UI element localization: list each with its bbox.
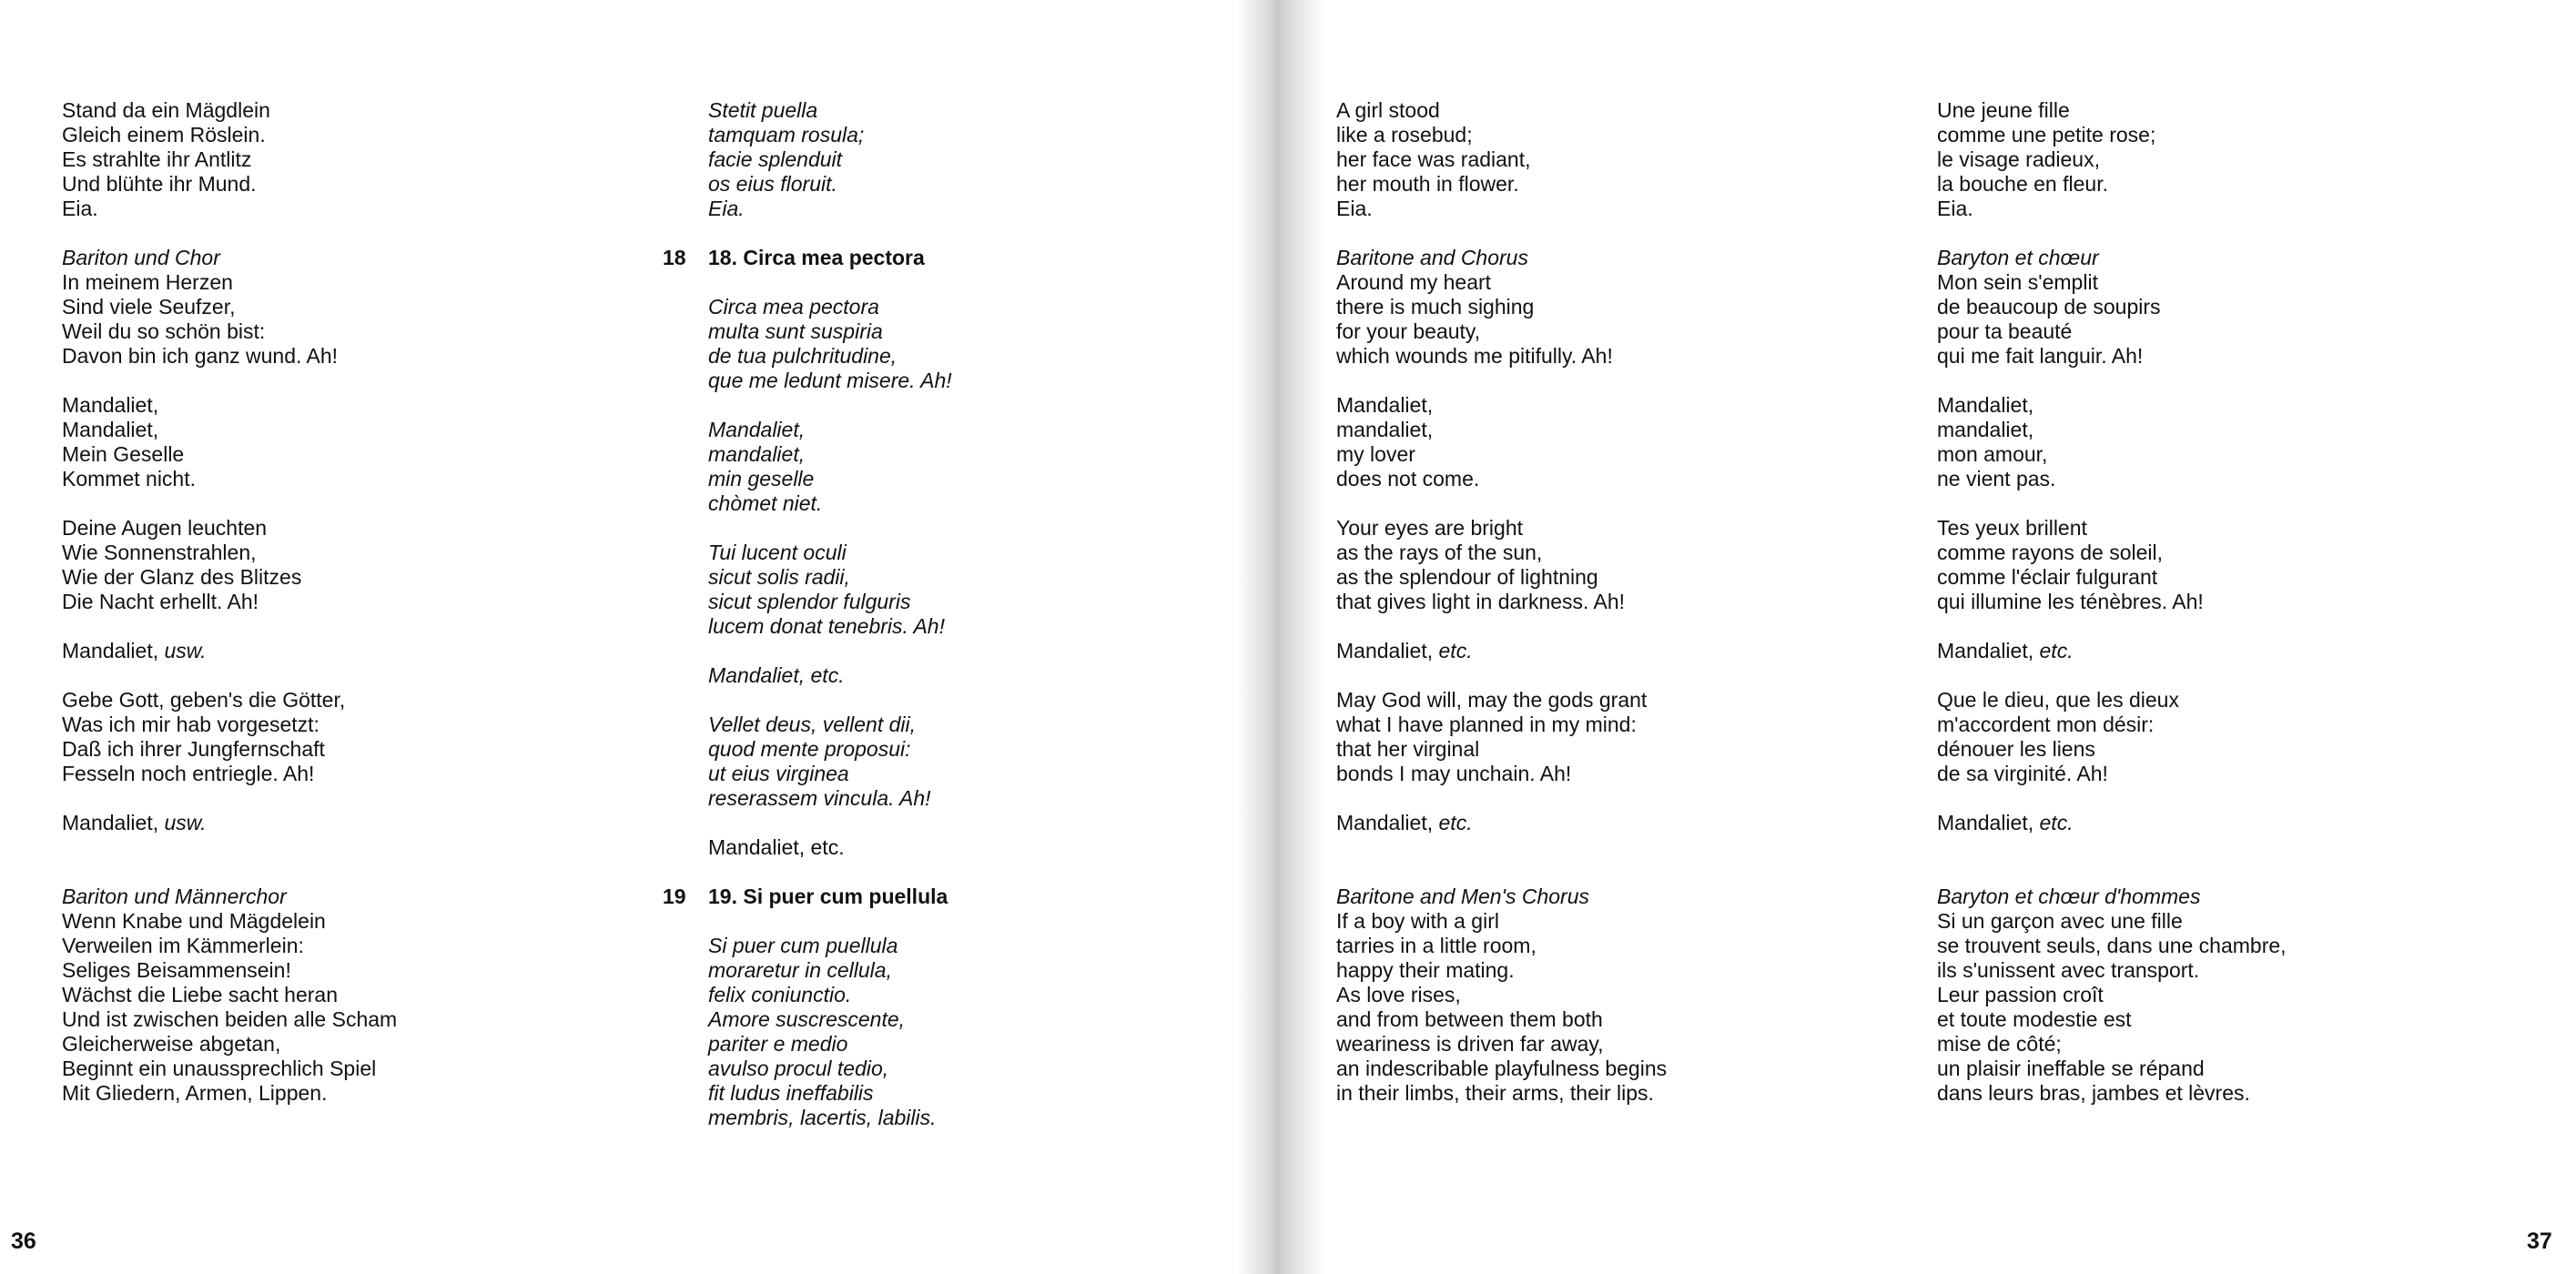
german-line: Eia.: [62, 197, 98, 220]
german-stanza-6: [62, 688, 608, 786]
latin-stanza-5-line: Vellet deus, vellent dii,: [708, 713, 917, 736]
french-stanza-5-line: Que le dieu, que les dieux: [1937, 688, 2179, 712]
latin-stanza-6-line: pariter e medio: [708, 1032, 848, 1056]
latin-refrain-1: Mandaliet, etc.: [708, 663, 845, 687]
german-line: Gleich einem Röslein.: [62, 123, 266, 147]
refrain-word: Mandaliet,: [62, 639, 165, 662]
german-line: Daß ich ihrer Jungfernschaft: [62, 737, 325, 761]
german-line: Gleicherweise abgetan,: [62, 1032, 281, 1056]
refrain-word: Mandaliet,: [1336, 811, 1439, 834]
refrain-etc: etc.: [2039, 639, 2074, 662]
english-stanza-3: [1336, 393, 1846, 491]
german-stanza-7: [62, 811, 608, 835]
english-stanza-1-line: her mouth in flower.: [1336, 172, 1519, 196]
latin-stanza-1-line: tamquam rosula;: [708, 123, 865, 147]
french-stanza-5-line: de sa virginité. Ah!: [1937, 762, 2108, 785]
french-voice-label-1: Baryton et chœur: [1937, 246, 2099, 269]
english-stanza-3-line: my lover: [1336, 442, 1415, 466]
english-stanza-6-lines-line: weariness is driven far away,: [1336, 1032, 1604, 1056]
english-stanza-6-lines-line: happy their mating.: [1336, 958, 1515, 982]
german-line: Es strahlte ihr Antlitz: [62, 147, 252, 171]
german-line: Gebe Gott, geben's die Götter,: [62, 688, 346, 712]
german-stanza-8: [62, 885, 608, 1106]
english-stanza-5-line: May God will, may the gods grant: [1336, 688, 1648, 712]
english-stanza-6: [1336, 885, 1846, 1106]
refrain-usw: usw.: [164, 639, 207, 662]
german-voice-label: Bariton und Chor: [62, 246, 220, 269]
page-number-left: 36: [11, 1228, 36, 1254]
french-stanza-6-lines-line: dans leurs bras, jambes et lèvres.: [1937, 1081, 2250, 1105]
english-stanza-5-line: that her virginal: [1336, 737, 1480, 761]
english-text-column: [1336, 98, 1846, 1130]
latin-refrain-2: Mandaliet, etc.: [708, 835, 845, 859]
french-stanza-6-lines-line: Leur passion croît: [1937, 983, 2104, 1006]
latin-stanza-6-line: avulso procul tedio,: [708, 1057, 889, 1080]
french-stanza-1: [1937, 98, 2465, 221]
german-line: Wie der Glanz des Blitzes: [62, 565, 302, 589]
german-line: Davon bin ich ganz wund. Ah!: [62, 344, 339, 368]
english-refrain-1: [1336, 639, 1846, 663]
latin-stanza-4-line: sicut solis radii,: [708, 565, 850, 589]
english-stanza-2-lines: [1336, 270, 1846, 369]
french-stanza-4-line: comme l'éclair fulgurant: [1937, 565, 2158, 589]
french-stanza-1-line: le visage radieux,: [1937, 147, 2100, 171]
latin-stanza-6-line: Amore suscrescente,: [708, 1007, 906, 1031]
english-stanza-4-line: Your eyes are bright: [1336, 516, 1524, 540]
french-stanza-4-line: Tes yeux brillent: [1937, 516, 2087, 540]
section-number-19: 19: [663, 885, 686, 908]
german-line: Mandaliet,: [62, 418, 159, 441]
german-line: Die Nacht erhellt. Ah!: [62, 590, 259, 613]
french-refrain-1: [1937, 639, 2465, 663]
latin-stanza-4-line: Tui lucent oculi: [708, 541, 847, 564]
french-stanza-6-lines-line: ils s'unissent avec transport.: [1937, 958, 2200, 982]
french-stanza-4-line: qui illumine les ténèbres. Ah!: [1937, 590, 2204, 613]
german-voice-label: Bariton und Männerchor: [62, 885, 287, 908]
french-stanza-2: [1937, 246, 2465, 369]
refrain-etc: etc.: [1438, 811, 1473, 834]
french-stanza-6-lines: [1937, 909, 2465, 1106]
german-line: In meinem Herzen: [62, 270, 233, 294]
page-number-right: 37: [2527, 1228, 2552, 1254]
latin-stanza-4-line: sicut splendor fulguris: [708, 590, 911, 613]
german-line: Seliges Beisammensein!: [62, 958, 291, 982]
german-line: Verweilen im Kämmerlein:: [62, 934, 304, 957]
latin-stanza-4-line: lucem donat tenebris. Ah!: [708, 614, 945, 638]
latin-stanza-6: [708, 934, 1218, 1130]
english-stanza-4-line: as the splendour of lightning: [1336, 565, 1598, 589]
french-stanza-2-lines-line: de beaucoup de soupirs: [1937, 295, 2161, 318]
french-text-column: [1937, 98, 2465, 1130]
latin-stanza-6-line: fit ludus ineffabilis: [708, 1081, 874, 1105]
english-voice-label-1: Baritone and Chorus: [1336, 246, 1528, 269]
refrain-word: Mandaliet,: [1937, 639, 2040, 662]
english-stanza-1-line: like a rosebud;: [1336, 123, 1473, 147]
english-stanza-3-line: does not come.: [1336, 467, 1480, 490]
english-stanza-3-line: mandaliet,: [1336, 418, 1434, 441]
english-stanza-4: [1336, 516, 1846, 614]
refrain-etc: etc.: [1438, 639, 1473, 662]
latin-stanza-6-line: felix coniunctio.: [708, 983, 852, 1006]
latin-stanza-6-line: moraretur in cellula,: [708, 958, 892, 982]
latin-stanza-2-line: Circa mea pectora: [708, 295, 879, 318]
french-stanza-4: [1937, 516, 2465, 614]
latin-stanza-2-line: que me ledunt misere. Ah!: [708, 369, 952, 392]
french-stanza-5-line: dénouer les liens: [1937, 737, 2095, 761]
english-stanza-2-lines-line: which wounds me pitifully. Ah!: [1336, 344, 1613, 368]
latin-stanza-2: [708, 295, 1218, 393]
french-stanza-3-line: Mandaliet,: [1937, 393, 2034, 417]
latin-stanza-2-line: multa sunt suspiria: [708, 319, 883, 343]
german-line: Fesseln noch entriegle. Ah!: [62, 762, 315, 785]
latin-text-column: [663, 98, 1218, 1155]
german-stanza-1: [62, 98, 608, 221]
french-stanza-2-lines: [1937, 270, 2465, 369]
english-stanza-6-lines-line: an indescribable playfulness begins: [1336, 1057, 1668, 1080]
latin-stanza-1: [708, 98, 1218, 221]
english-stanza-6-lines-line: As love rises,: [1336, 983, 1461, 1006]
french-stanza-4-line: comme rayons de soleil,: [1937, 541, 2163, 564]
latin-stanza-3: [708, 418, 1218, 516]
latin-stanza-1-line: Stetit puella: [708, 98, 818, 122]
english-stanza-5-line: what I have planned in my mind:: [1336, 713, 1637, 736]
french-stanza-3-line: mon amour,: [1937, 442, 2048, 466]
german-line: Wenn Knabe und Mägdelein: [62, 909, 326, 933]
latin-stanza-3-line: chòmet niet.: [708, 491, 823, 515]
french-stanza-6-lines-line: mise de côté;: [1937, 1032, 2062, 1056]
german-line: Wächst die Liebe sacht heran: [62, 983, 339, 1006]
refrain-usw: usw.: [164, 811, 207, 834]
french-stanza-6-lines-line: Si un garçon avec une fille: [1937, 909, 2183, 933]
english-stanza-6-lines-line: in their limbs, their arms, their lips.: [1336, 1081, 1654, 1105]
english-stanza-2-lines-line: for your beauty,: [1336, 319, 1481, 343]
german-line: Sind viele Seufzer,: [62, 295, 236, 318]
french-refrain-2: [1937, 811, 2465, 835]
refrain-word: Mandaliet,: [1937, 811, 2040, 834]
english-stanza-6-lines-line: and from between them both: [1336, 1007, 1603, 1031]
french-voice-label-2: Baryton et chœur d'hommes: [1937, 885, 2201, 908]
french-stanza-6-lines-line: et toute modestie est: [1937, 1007, 2132, 1031]
refrain-word: Mandaliet,: [62, 811, 165, 834]
latin-stanza-5: [708, 713, 1218, 811]
latin-stanza-1-line: Eia.: [708, 197, 745, 220]
german-line: Stand da ein Mägdlein: [62, 98, 270, 122]
french-stanza-5-line: m'accordent mon désir:: [1937, 713, 2155, 736]
french-stanza-6-lines-line: se trouvent seuls, dans une chambre,: [1937, 934, 2287, 957]
german-line: Deine Augen leuchten: [62, 516, 268, 540]
german-line: Beginnt ein unaussprechlich Spiel: [62, 1057, 377, 1080]
refrain-etc: etc.: [2039, 811, 2074, 834]
german-line: Und ist zwischen beiden alle Scham: [62, 1007, 398, 1031]
french-stanza-1-line: Une jeune fille: [1937, 98, 2070, 122]
latin-stanza-4: [708, 541, 1218, 639]
german-stanza-4: [62, 516, 608, 614]
latin-stanza-6-line: Si puer cum puellula: [708, 934, 898, 957]
english-stanza-6-lines: [1336, 909, 1846, 1106]
english-stanza-5-line: bonds I may unchain. Ah!: [1336, 762, 1572, 785]
english-refrain-2: [1336, 811, 1846, 835]
english-stanza-6-lines-line: tarries in a little room,: [1336, 934, 1536, 957]
section-heading-19: [663, 885, 1218, 909]
french-stanza-1-line: comme une petite rose;: [1937, 123, 2156, 147]
english-stanza-2: [1336, 246, 1846, 369]
german-stanza-3: [62, 393, 608, 491]
latin-stanza-3-line: min geselle: [708, 467, 815, 490]
latin-stanza-2-line: de tua pulchritudine,: [708, 344, 898, 368]
german-line: Kommet nicht.: [62, 467, 196, 490]
latin-stanza-5-line: ut eius virginea: [708, 762, 849, 785]
english-stanza-2-lines-line: Around my heart: [1336, 270, 1492, 294]
latin-stanza-5-line: quod mente proposui:: [708, 737, 911, 761]
german-stanza-2: [62, 246, 608, 369]
german-line: Und blühte ihr Mund.: [62, 172, 257, 196]
french-stanza-2-lines-line: pour ta beauté: [1937, 319, 2073, 343]
german-stanza-5: [62, 639, 608, 663]
english-stanza-2-lines-line: there is much sighing: [1336, 295, 1535, 318]
german-line: Weil du so schön bist:: [62, 319, 266, 343]
french-stanza-3-line: ne vient pas.: [1937, 467, 2056, 490]
french-stanza-3-line: mandaliet,: [1937, 418, 2034, 441]
section-heading-18: [663, 246, 1218, 270]
french-stanza-6: [1937, 885, 2465, 1106]
section-number-18: 18: [663, 246, 686, 269]
english-voice-label-2: Baritone and Men's Chorus: [1336, 885, 1589, 908]
french-stanza-3: [1937, 393, 2465, 491]
french-stanza-1-line: Eia.: [1937, 197, 1973, 220]
english-stanza-6-lines-line: If a boy with a girl: [1336, 909, 1499, 933]
latin-stanza-5-line: reserassem vincula. Ah!: [708, 786, 931, 810]
english-stanza-1-line: A girl stood: [1336, 98, 1440, 122]
english-stanza-3-line: Mandaliet,: [1336, 393, 1434, 417]
french-stanza-5: [1937, 688, 2465, 786]
english-stanza-1: [1336, 98, 1846, 221]
german-text-column: [62, 98, 608, 1130]
french-stanza-6-lines-line: un plaisir ineffable se répand: [1937, 1057, 2205, 1080]
english-stanza-4-line: as the rays of the sun,: [1336, 541, 1543, 564]
latin-stanza-6-line: membris, lacertis, labilis.: [708, 1106, 937, 1129]
section-title-18: 18. Circa mea pectora: [708, 246, 925, 269]
section-title-19: 19. Si puer cum puellula: [708, 885, 948, 908]
english-stanza-1-line: Eia.: [1336, 197, 1373, 220]
french-stanza-1-line: la bouche en fleur.: [1937, 172, 2108, 196]
latin-stanza-3-line: Mandaliet,: [708, 418, 806, 441]
german-line: Mandaliet,: [62, 393, 159, 417]
french-stanza-2-lines-line: Mon sein s'emplit: [1937, 270, 2098, 294]
english-stanza-1-line: her face was radiant,: [1336, 147, 1531, 171]
german-line: Mein Geselle: [62, 442, 185, 466]
latin-stanza-1-line: os eius floruit.: [708, 172, 837, 196]
english-stanza-4-line: that gives light in darkness. Ah!: [1336, 590, 1626, 613]
latin-stanza-1-line: facie splenduit: [708, 147, 843, 171]
german-line: Wie Sonnenstrahlen,: [62, 541, 257, 564]
french-stanza-2-lines-line: qui me fait languir. Ah!: [1937, 344, 2144, 368]
german-line: Was ich mir hab vorgesetzt:: [62, 713, 319, 736]
english-stanza-5: [1336, 688, 1846, 786]
latin-stanza-3-line: mandaliet,: [708, 442, 806, 466]
german-line: Mit Gliedern, Armen, Lippen.: [62, 1081, 328, 1105]
refrain-word: Mandaliet,: [1336, 639, 1439, 662]
